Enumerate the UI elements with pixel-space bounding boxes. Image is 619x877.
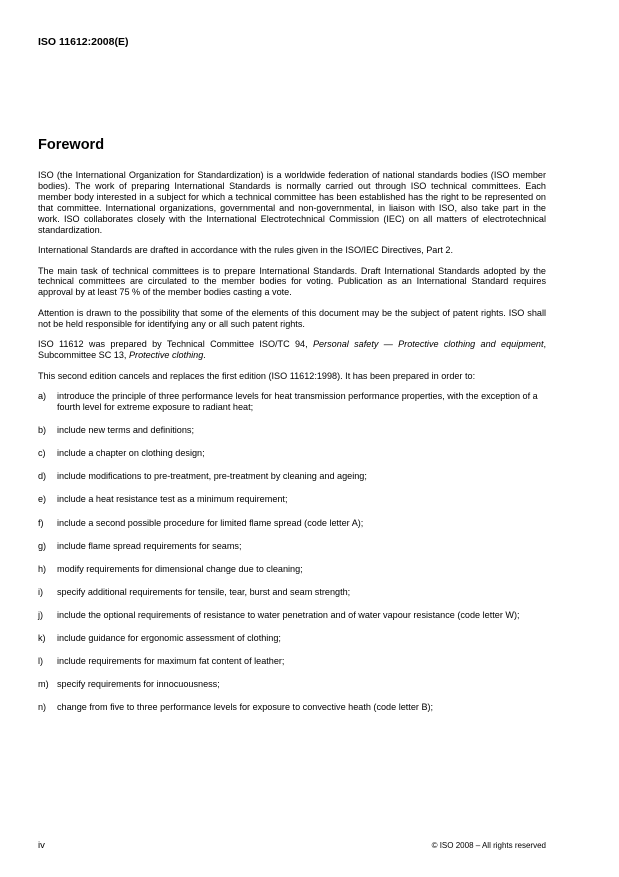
list-item-text: include new terms and definitions; [57, 425, 194, 436]
list-item-label: d) [38, 471, 47, 482]
list-item-label: m) [38, 679, 49, 690]
list-item-text: modify requirements for dimensional change due to cleaning; [57, 563, 303, 574]
page-title: Foreword [38, 137, 105, 153]
list-item [38, 679, 546, 690]
paragraph-directives: International Standards are drafted in accordance with the rules given in the ISO/IEC Directives, Part 2. [38, 245, 453, 256]
list-item [38, 702, 546, 713]
list-item [38, 587, 546, 598]
paragraph-patent-rights: Attention is drawn to the possibility that some of the elements of this document may be the subject of patent rights. ISO shall not be held responsible for identifying any or all such patent rights. [38, 307, 546, 329]
list-item-text: include a second possible procedure for limited flame spread (code letter A); [57, 517, 364, 528]
tc-title: Personal safety — Protective clothing and equipment [312, 339, 544, 350]
prepared-by-end: . [203, 350, 206, 361]
prepared-by-subcommittee: , Subcommittee SC 13, [38, 339, 547, 361]
list-item [38, 518, 546, 529]
list-item-text: include requirements for maximum fat content of leather; [57, 656, 285, 667]
list-item [38, 564, 546, 575]
list-item-label: a) [38, 391, 47, 402]
list-item-text: include a chapter on clothing design; [57, 448, 205, 459]
sc-title: Protective clothing [128, 350, 204, 361]
page-number: iv [38, 840, 45, 851]
paragraph-edition-intro: This second edition cancels and replaces the first edition (ISO 11612:1998). It has been prepared in order to: [38, 370, 476, 381]
list-item-label: n) [38, 702, 47, 713]
list-item-text: specify requirements for innocuousness; [57, 679, 220, 690]
list-item-label: b) [38, 425, 47, 436]
list-item-label: i) [38, 586, 44, 597]
list-item [38, 448, 546, 459]
prepared-by-text: ISO 11612 was prepared by Technical Committee ISO/TC 94, [38, 339, 313, 350]
changes-list [38, 391, 546, 713]
list-item [38, 425, 546, 436]
paragraph-iso-intro: ISO (the International Organization for Standardization) is a worldwide federation of national standards bodies (ISO member bodies). The work of preparing International Standards is normally carried out through ISO technical committees. Each member body interested in a subject for which a technical committee has been established has the right to be represented on that committee. International organizations, governmental and non-governmental, in liaison with ISO, also take part in the work. ISO collaborates closely with the International Electrotechnical Commission (IEC) on all matters of electrotechnical standardization. [38, 170, 546, 235]
list-item-label: g) [38, 540, 47, 551]
list-item-label: j) [38, 609, 44, 620]
list-item [38, 494, 546, 505]
foreword-body [38, 170, 546, 725]
list-item [38, 656, 546, 667]
list-item-label: l) [38, 656, 44, 667]
list-item-label: k) [38, 633, 46, 643]
list-item-text: include a heat resistance test as a minimum requirement; [57, 494, 288, 505]
list-item-label: c) [38, 448, 46, 459]
paragraph-prepared-by [38, 339, 546, 361]
list-item-text: include the optional requirements of resistance to water penetration and of water vapour resistance (code letter W); [57, 609, 520, 620]
list-item-label: f) [38, 517, 44, 528]
list-item [38, 610, 546, 621]
list-item-text: introduce the principle of three performance levels for heat transmission performance properties, with the exception of a fourth level for extreme exposure to radiant heat; [57, 391, 538, 413]
list-item-text: specify additional requirements for tensile, tear, burst and seam strength; [57, 586, 351, 597]
list-item-label: e) [38, 494, 47, 505]
paragraph-technical-committees: The main task of technical committees is to prepare International Standards. Draft International Standards adopted by the technical committees are circulated to the member bodies for voting. Publication as an International Standard requires approval by at least 75 % of the member bodies casting a vote. [38, 265, 546, 298]
list-item [38, 471, 546, 482]
list-item-text: include guidance for ergonomic assessment of clothing; [57, 633, 281, 643]
list-item [38, 391, 546, 413]
copyright-notice: © ISO 2008 – All rights reserved [431, 841, 546, 850]
list-item-label: h) [38, 563, 47, 574]
list-item [38, 633, 546, 644]
document-id: ISO 11612:2008(E) [38, 36, 129, 48]
list-item-text: include flame spread requirements for seams; [57, 540, 242, 551]
list-item [38, 541, 546, 552]
list-item-text: include modifications to pre-treatment, pre-treatment by cleaning and ageing; [57, 471, 367, 482]
list-item-text: change from five to three performance levels for exposure to convective heath (code letter B); [57, 702, 434, 713]
